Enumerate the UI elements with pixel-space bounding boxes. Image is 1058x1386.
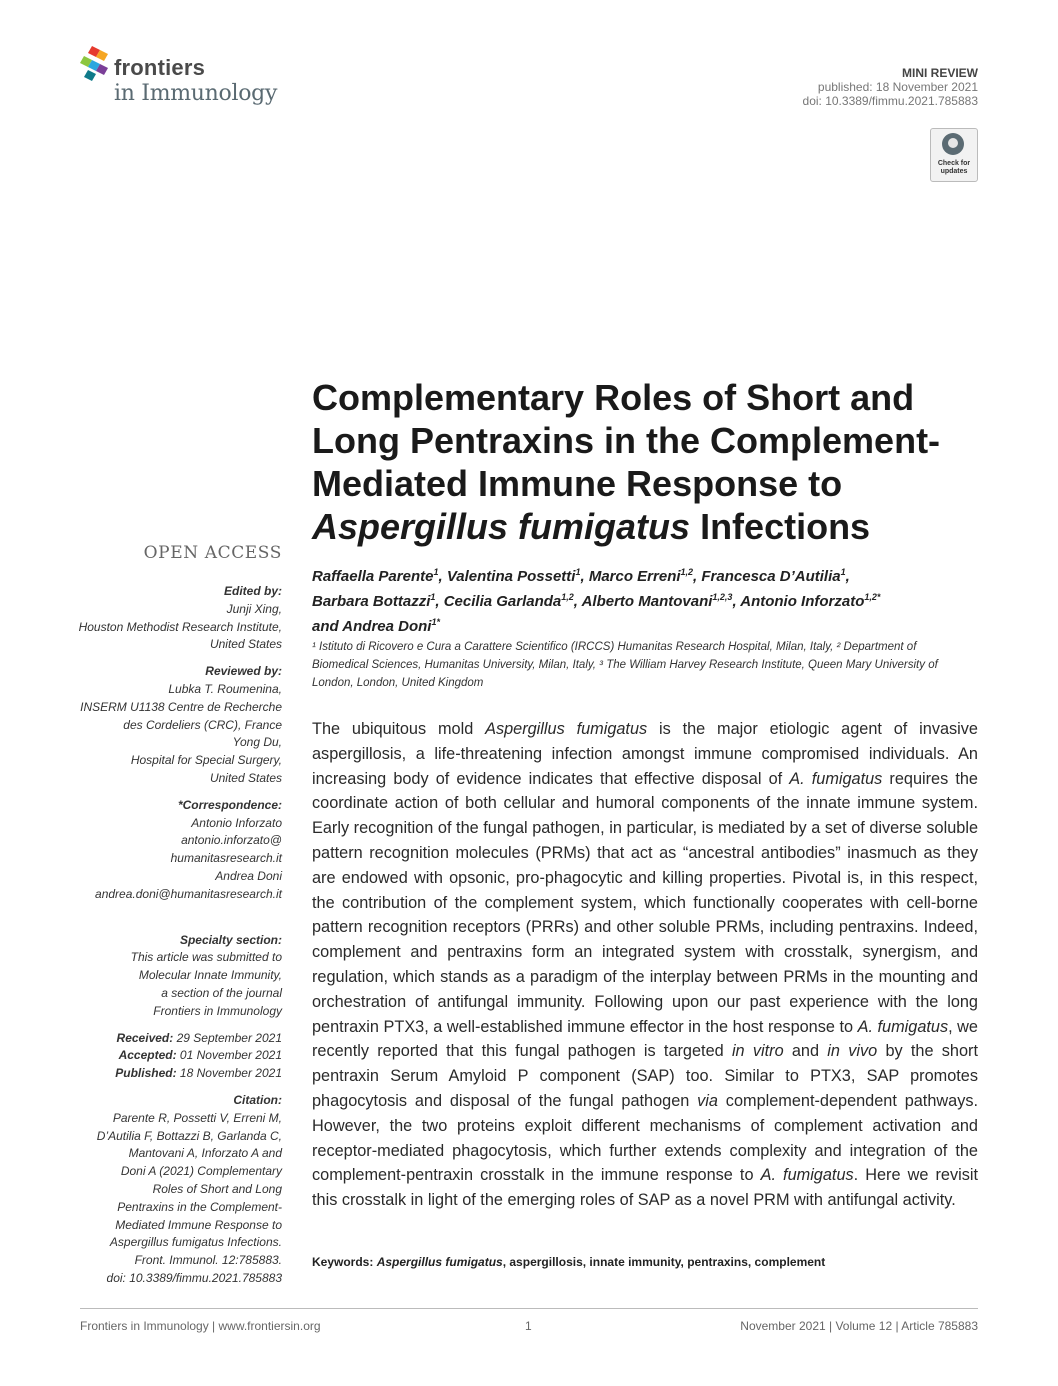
sidebar-line: Aspergillus fumigatus Infections. xyxy=(109,1235,282,1250)
sidebar-line: Yong Du, xyxy=(232,735,282,750)
abstract-italic: in vivo xyxy=(827,1042,878,1061)
section-heading: Citation: xyxy=(233,1092,282,1107)
abstract-italic: A. fumigatus xyxy=(857,1017,949,1036)
date-value: 01 November 2021 xyxy=(176,1048,282,1063)
article-type: MINI REVIEW xyxy=(901,66,978,80)
affiliation-sup: 1 xyxy=(575,567,581,577)
published-date: published: 18 November 2021 xyxy=(817,80,978,94)
abstract-text: . Here we revisit this crosstalk in light of the emerging roles of SAP as a novel PRM with antifungal activity. xyxy=(312,1166,978,1210)
affiliation-line: Biomedical Sciences, Humanitas University, Milan, Italy, ³ The William Harvey Research Institute, Queen Mary University of xyxy=(312,659,938,671)
correspondence-section xyxy=(70,797,282,904)
author-name[interactable]: Alberto Mantovani xyxy=(581,593,713,610)
abstract-text: complement-dependent pathways. However, the two proteins exploit different mechanisms of complement activation and receptor-mediated phagocytosis, which further extends complexity and integration of the complement-pentraxin crosstalk in the immune response to xyxy=(312,1091,978,1185)
author-conjunction: and xyxy=(312,618,339,635)
article-info-sidebar xyxy=(70,583,282,1297)
date-label: Published: xyxy=(115,1066,177,1081)
sidebar-line: United States xyxy=(209,770,282,785)
author-list: Raffaella Parente$^1$, Valentina Possetti$^1$, Marco Erreni$^{1,2}$, Francesca D’Autilia$^1$, Barbara Bottazzi$^1$, Cecilia Garlanda$^{1,2}$, Alberto Mantovani$^{1,2,3}$, Antonio Inforzato$^{1,2*}$ and Andrea Doni$^{1*}$ xyxy=(312,567,881,635)
keywords xyxy=(312,1255,982,1269)
sidebar-line: Front. Immunol. 12:785883. xyxy=(134,1253,282,1268)
email-link[interactable]: humanitasresearch.it xyxy=(170,851,282,866)
sidebar-line: Junji Xing, xyxy=(226,601,282,616)
sidebar-line: des Cordeliers (CRC), France xyxy=(123,717,282,732)
keywords-label: Keywords: xyxy=(312,1255,377,1269)
sidebar-line: Antonio Inforzato xyxy=(191,815,282,830)
sidebar-line: a section of the journal xyxy=(161,985,282,1000)
affiliation-sup: 1,2,3 xyxy=(712,592,733,602)
title-line: Mediated Immune Response to xyxy=(312,463,843,504)
footer-journal-link[interactable]: Frontiers in Immunology | www.frontiersin.org xyxy=(80,1319,321,1333)
logo-wordmark: frontiers xyxy=(114,55,206,80)
page-number: 1 xyxy=(525,1319,532,1333)
date-value: 18 November 2021 xyxy=(176,1066,282,1081)
affiliation-sup: 1,2 xyxy=(561,592,574,602)
section-heading: Reviewed by: xyxy=(205,664,282,679)
title-line: Infections xyxy=(690,506,871,547)
sidebar-line: Doni A (2021) Complementary xyxy=(120,1164,282,1179)
sidebar-line: Mediated Immune Response to xyxy=(115,1217,282,1232)
date-label: Received: xyxy=(116,1030,174,1045)
abstract-text: , we recently reported that this fungal pathogen is targeted xyxy=(312,1017,978,1061)
abstract-text: The ubiquitous mold xyxy=(312,720,486,738)
affiliation-line: ¹ Istituto di Ricovero e Cura a Carattere Scientifico (IRCCS) Humanitas Research Hospital, Milan, Italy, ² Department of xyxy=(312,641,917,653)
sidebar-line: This article was submitted to xyxy=(130,950,282,965)
author-name[interactable]: Marco Erreni xyxy=(588,568,681,585)
article-title xyxy=(312,376,982,548)
affiliation-sup: 1 xyxy=(433,567,439,577)
affiliation-sup: 1,2 xyxy=(680,567,694,577)
abstract-italic: A. fumigatus xyxy=(789,769,883,788)
title-line: Complementary Roles of Short and xyxy=(312,377,915,418)
sidebar-line: Roles of Short and Long xyxy=(152,1181,282,1196)
section-heading: Edited by: xyxy=(223,584,282,598)
sidebar-line: D’Autilia F, Bottazzi B, Garlanda C, xyxy=(96,1128,282,1143)
sidebar-line: Andrea Doni xyxy=(215,868,282,883)
journal-logo[interactable] xyxy=(80,44,310,114)
abstract-italic: A. fumigatus xyxy=(760,1166,854,1185)
section-heading: Specialty section: xyxy=(179,932,282,947)
affiliations xyxy=(312,638,982,692)
footer-volume-info: November 2021 | Volume 12 | Article 785883 xyxy=(740,1319,978,1333)
author-name[interactable]: Antonio Inforzato xyxy=(740,593,865,610)
email-link[interactable]: andrea.doni@humanitasresearch.it xyxy=(95,886,282,901)
abstract-italic: Aspergillus fumigatus xyxy=(485,720,648,738)
author-name[interactable]: Cecilia Garlanda xyxy=(443,593,562,610)
reviewed-by-section xyxy=(70,663,282,788)
author-name[interactable]: Raffaella Parente xyxy=(312,568,434,585)
sidebar-line: Molecular Innate Immunity, xyxy=(138,968,282,983)
affiliation-sup: 1 xyxy=(430,592,436,602)
abstract-italic: via xyxy=(697,1091,718,1110)
frontiers-logo-icon xyxy=(80,44,114,84)
abstract xyxy=(312,717,978,1213)
sidebar-line: Lubka T. Roumenina, xyxy=(168,681,282,696)
bookmark-icon xyxy=(942,133,964,155)
keywords-list: , aspergillosis, innate immunity, pentraxins, complement xyxy=(502,1255,826,1269)
abstract-text: is the major etiologic agent of invasive aspergillosis, a life-threatening infection amongst immune compromised individuals. An increasing body of evidence indicates that effective disposal of xyxy=(312,720,978,788)
specialty-section xyxy=(70,932,282,1021)
abstract-text: requires the coordinate action of both cellular and humoral components of the innate immune system. Early recognition of the fungal pathogen, in particular, is mediated by a set of diverse soluble pattern recognition molecules (PRMs) that act as “ancestral antibodies” inasmuch as they are endowed with opsonic, pro-phagocytic and killing properties. Pivotal is, in this respect, the contribution of the complement system, which functionally cooperates with cell-borne pattern recognition receptors (PRRs) and other soluble PRMs, including pentraxins. Indeed, complement and pentraxins form an integrated system with crosstalk, synergism, and regulation, which stands as a paradigm of the interplay between PRMs in the mounting and orchestration of antifungal immunity. Following upon our past experience with the long pentraxin PTX3, a well-established immune effector in the host response to xyxy=(312,769,978,1036)
sidebar-line: Houston Methodist Research Institute, xyxy=(78,619,282,634)
sidebar-line: Mantovani A, Inforzato A and xyxy=(128,1146,282,1161)
accepted-date xyxy=(70,1047,282,1065)
author-name[interactable]: Barbara Bottazzi xyxy=(312,593,431,610)
sidebar-line: Parente R, Possetti V, Erreni M, xyxy=(112,1110,282,1125)
open-access-label: OPEN ACCESS xyxy=(143,543,282,563)
logo-journal-name: in Immunology xyxy=(114,81,278,106)
title-italic: Aspergillus fumigatus xyxy=(312,506,691,547)
email-link[interactable]: antonio.inforzato@ xyxy=(181,833,282,848)
affiliation-sup: 1 xyxy=(840,567,846,577)
keyword-italic: Aspergillus fumigatus xyxy=(376,1255,503,1269)
sidebar-line: INSERM U1138 Centre de Recherche xyxy=(80,699,282,714)
edited-by-section xyxy=(70,583,282,654)
author-name[interactable]: Valentina Possetti xyxy=(446,568,576,585)
abstract-text: and xyxy=(783,1042,828,1061)
citation-doi-link[interactable]: doi: 10.3389/fimmu.2021.785883 xyxy=(106,1270,282,1285)
sidebar-line: Frontiers in Immunology xyxy=(153,1003,282,1018)
abstract-text: by the short pentraxin Serum Amyloid P component (SAP) too. Similar to PTX3, SAP promotes phagocytosis and disposal of the fungal pathogen xyxy=(312,1042,978,1110)
published-date-sidebar xyxy=(70,1065,282,1083)
citation-section xyxy=(70,1092,282,1288)
abstract-italic: in vitro xyxy=(731,1042,784,1061)
affiliation-sup: 1,2* xyxy=(864,592,881,602)
title-line: Long Pentraxins in the Complement- xyxy=(312,420,941,461)
dates-section xyxy=(70,1030,282,1083)
doi-link[interactable]: doi: 10.3389/fimmu.2021.785883 xyxy=(802,94,978,108)
footer-divider xyxy=(80,1308,978,1309)
date-value: 29 September 2021 xyxy=(173,1030,282,1045)
section-heading: *Correspondence: xyxy=(177,797,282,812)
check-for-updates-badge[interactable] xyxy=(930,128,978,182)
sidebar-line: United States xyxy=(209,637,282,652)
check-updates-label: Check for updates xyxy=(937,160,971,175)
author-name[interactable]: Andrea Doni xyxy=(342,618,432,635)
sidebar-line: Pentraxins in the Complement- xyxy=(117,1199,282,1214)
sidebar-line: Hospital for Special Surgery, xyxy=(130,753,282,768)
author-name[interactable]: Francesca D’Autilia xyxy=(701,568,841,585)
affiliation-sup: 1* xyxy=(431,617,440,627)
affiliation-line: London, London, United Kingdom xyxy=(312,677,484,689)
date-label: Accepted: xyxy=(118,1048,177,1063)
received-date xyxy=(70,1030,282,1048)
